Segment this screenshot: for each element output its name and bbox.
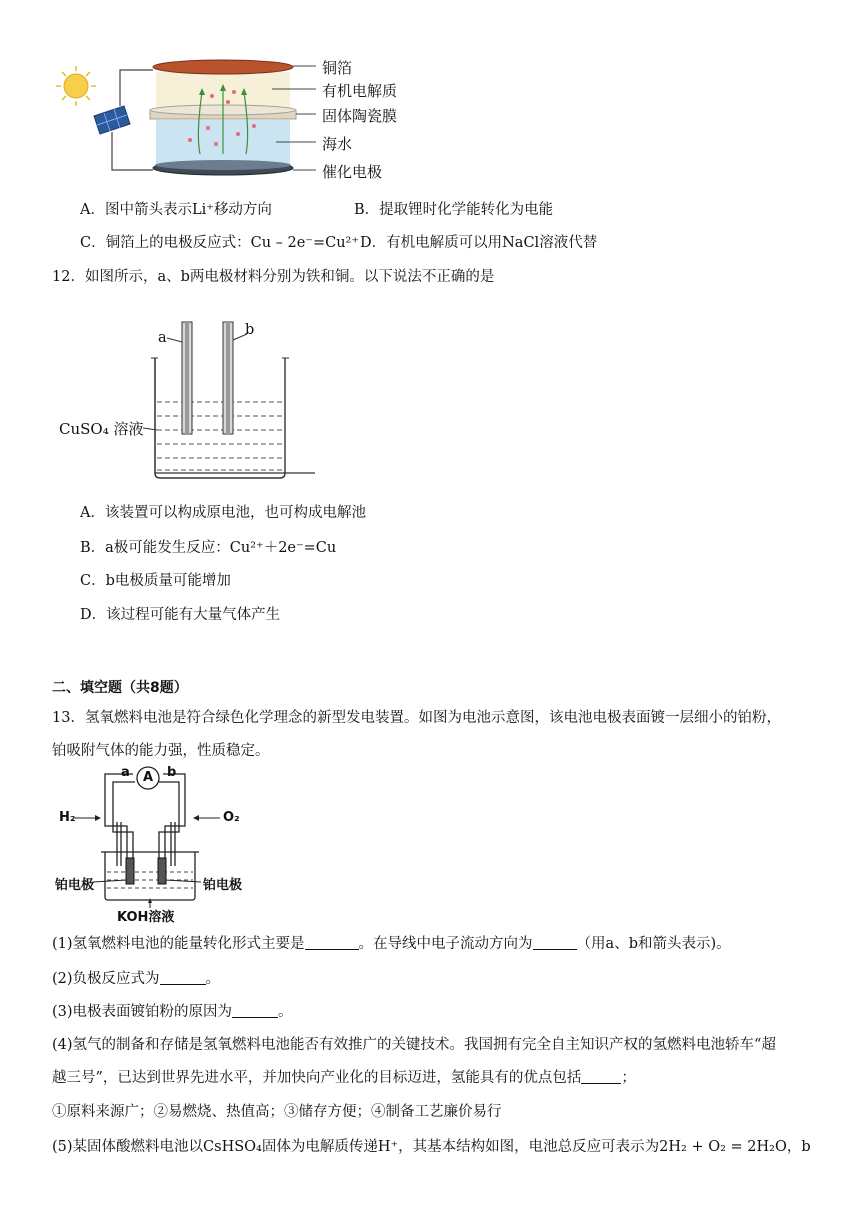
fuel-cell-diagram xyxy=(55,762,265,922)
q13-part2 xyxy=(52,967,220,988)
q13-part4-text-a: 越三号”，已达到世界先进水平，并加快向产业化的目标迈进，氢能具有的优点包括 xyxy=(52,1070,582,1086)
q11-option-a: A．图中箭头表示Li⁺移动方向 xyxy=(80,202,272,218)
q13-part3-text-b: 。 xyxy=(278,1004,293,1020)
answer-blank-5[interactable] xyxy=(581,1069,621,1084)
h2-label: H₂ xyxy=(59,810,76,825)
q13-part2-text-b: 。 xyxy=(205,971,221,987)
q13-part3-text-a: (3)电极表面镀铂粉的原因为 xyxy=(52,1004,233,1020)
q13-part4-choices: ①原料来源广；②易燃烧、热值高；③储存方便；④制备工艺廉价易行 xyxy=(52,1104,502,1120)
q13-part4-line1: (4)氢气的制备和存储是氢氧燃料电池能否有效推广的关键技术。我国拥有完全自主知识产权的氢燃料电池轿车“超 xyxy=(52,1037,776,1053)
q13-part5: (5)某固体酸燃料电池以CsHSO₄固体为电解质传递H⁺，其基本结构如图，电池总反应可表示为2H₂ + O₂ = 2H₂O，b xyxy=(52,1139,811,1155)
q11-option-b: B．提取锂时化学能转化为电能 xyxy=(354,202,554,218)
o2-label: O₂ xyxy=(223,810,240,825)
q12-option-b: B．a极可能发生反应：Cu²⁺＋2e⁻=Cu xyxy=(80,540,337,556)
section-title: 二、填空题（共8题） xyxy=(52,680,188,696)
q13-part1-text-a: (1)氢氧燃料电池的能量转化形式主要是 xyxy=(52,936,305,952)
q13-stem-line1: 13．氢氧燃料电池是符合绿色化学理念的新型发电装置。如图为电池示意图，该电池电极表面镀一层细小的铂粉， xyxy=(52,710,781,726)
label-catalytic-electrode: 催化电极 xyxy=(322,163,383,181)
battery-figure xyxy=(50,44,430,194)
fuel-label-a: a xyxy=(121,765,130,780)
answer-blank-2[interactable] xyxy=(533,935,577,950)
q11-option-d: D．有机电解质可以用NaCl溶液代替 xyxy=(360,235,598,251)
label-organic-electrolyte: 有机电解质 xyxy=(322,82,398,100)
q13-stem-line2: 铂吸附气体的能力强，性质稳定。 xyxy=(52,743,270,759)
fuel-label-b: b xyxy=(167,765,177,780)
label-seawater: 海水 xyxy=(322,135,353,153)
koh-solution-label: KOH溶液 xyxy=(117,910,175,925)
label-ceramic-membrane: 固体陶瓷膜 xyxy=(322,107,398,125)
q13-part3 xyxy=(52,1000,293,1021)
q12-option-c: C．b电极质量可能增加 xyxy=(80,573,231,589)
q11-option-c: C．铜箔上的电极反应式：Cu – 2e⁻=Cu²⁺ xyxy=(80,235,360,251)
q12-beaker-figure xyxy=(55,318,315,483)
fuel-cell-figure xyxy=(55,762,265,925)
left-electrode-label: 铂电极 xyxy=(55,878,95,893)
q12-option-a: A．该装置可以构成原电池，也可构成电解池 xyxy=(80,505,366,521)
q13-part2-text-a: (2)负极反应式为 xyxy=(52,971,160,987)
answer-blank-1[interactable] xyxy=(305,935,359,950)
q13-part1 xyxy=(52,932,731,953)
solar-panel-icon xyxy=(94,106,130,134)
sun-icon xyxy=(56,66,96,106)
q13-part4-text-b: ； xyxy=(621,1070,636,1086)
q12-stem: 12．如图所示，a、b两电极材料分别为铁和铜。以下说法不正确的是 xyxy=(52,269,495,285)
q13-part1-text-b: 。在导线中电子流动方向为 xyxy=(358,936,533,952)
q13-part4-line2 xyxy=(52,1066,636,1087)
q12-label-b: b xyxy=(245,322,255,338)
q12-label-a: a xyxy=(158,330,167,346)
q12-option-d: D．该过程可能有大量气体产生 xyxy=(80,607,281,623)
answer-blank-3[interactable] xyxy=(160,970,206,985)
ammeter-label: A xyxy=(143,770,154,785)
answer-blank-4[interactable] xyxy=(232,1003,278,1018)
q12-label-solution: CuSO₄ 溶液 xyxy=(59,420,144,438)
label-copper-foil: 铜箔 xyxy=(322,59,353,77)
beaker-diagram xyxy=(55,318,315,483)
q13-part1-text-c: （用a、b和箭头表示)。 xyxy=(576,936,731,952)
right-electrode-label: 铂电极 xyxy=(203,878,243,893)
